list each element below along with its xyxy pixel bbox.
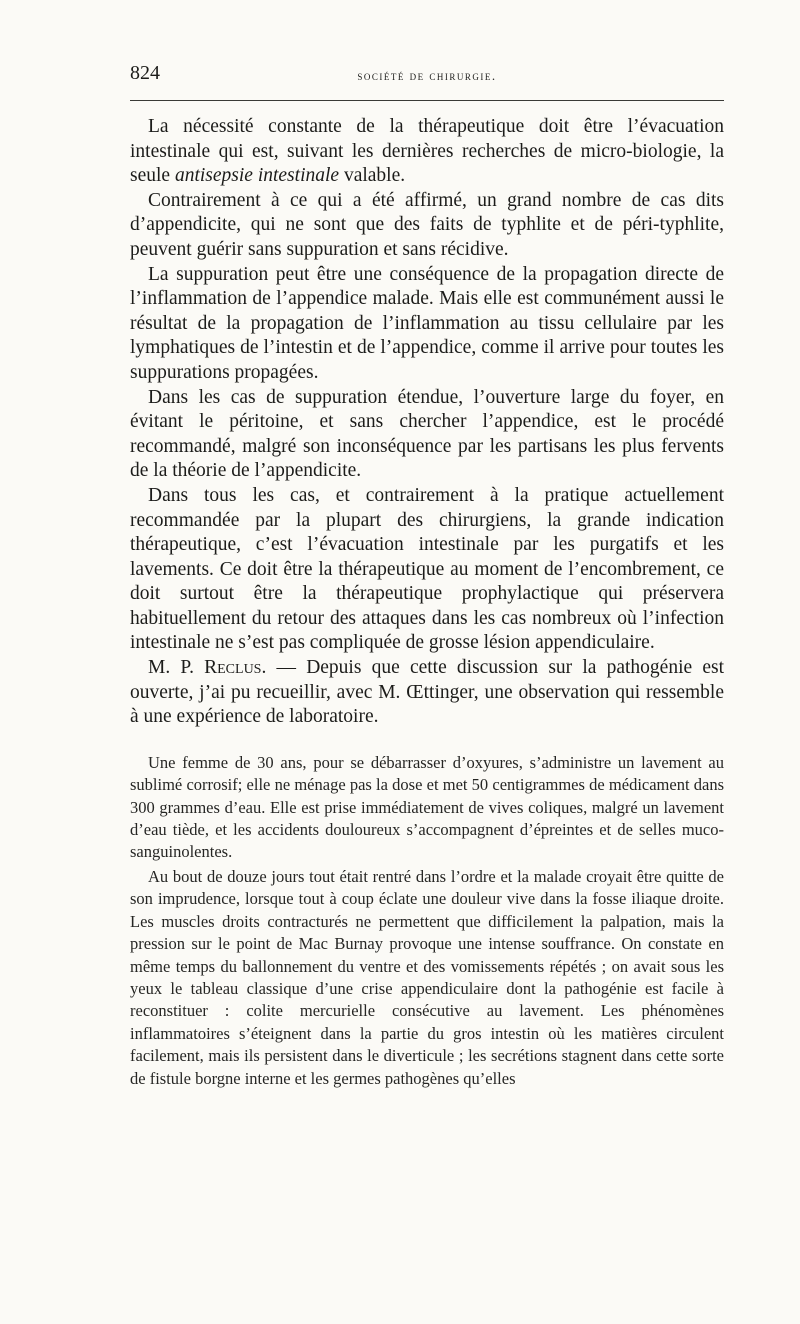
page-number: 824 — [130, 62, 160, 84]
case-report — [130, 752, 724, 1090]
running-title: société de chirurgie. — [357, 68, 497, 83]
speaker-text: — Depuis que cette discussion sur la pathogénie est ouverte, j’ai pu recueillir, avec M. Œttinger, une observation qui ressemble à une expérience de laboratoire. — [130, 657, 724, 728]
case-paragraph-1: Une femme de 30 ans, pour se débarrasser d’oxyures, s’administre un lavement au sublimé corrosif; elle ne ménage pas la dose et met 50 centigrammes de médicament dans 300 grammes d’eau. Elle est prise immédiatement de vives coliques, malgré un lavement d’eau tiède, et les accidents douloureux s’accompagnent d’épreintes et de selles muco-sanguinolentes. — [130, 752, 724, 862]
page-header — [130, 60, 724, 90]
header-rule — [130, 100, 724, 101]
emphasis-antisepsie: antisepsie intestinale — [174, 165, 340, 187]
page — [130, 60, 724, 1090]
paragraph-4: Dans les cas de suppuration étendue, l’ouverture large du foyer, en évitant le péritoine, et sans chercher l’appendice, est le procédé recommandé, malgré son inconséquence par les partisans les plus fervents de la théorie de l’appendicite. — [130, 386, 724, 482]
paragraph-2: Contrairement à ce qui a été affirmé, un grand nombre de cas dits d’appendicite, qui ne sont que des faits de typhlite et de péri-typhlite, peuvent guérir sans suppuration et sans récidive. — [130, 189, 724, 260]
paragraph-3: La suppuration peut être une conséquence de la propagation directe de l’inflammation de l’appendice malade. Mais elle est communément aussi le résultat de la propagation de l’inflammation au tissu cellulaire par les lymphatiques de l’intestin et de l’appendice, comme il arrive pour toutes les suppurations propagées. — [130, 263, 724, 383]
case-paragraph-2: Au bout de douze jours tout était rentré dans l’ordre et la malade croyait être quitte de son imprudence, lorsque tout à coup éclate une douleur vive dans la fosse iliaque droite. Les muscles droits contracturés ne permettent que difficilement la palpation, mais la pression sur le point de Mac Burnay provoque une intense souffrance. On constate en même temps du ballonnement du ventre et des vomissements répétés ; on avait sous les yeux le tableau classique d’une crise appendiculaire dont la pathogénie est facile à reconstituer : colite mercurielle consécutive au lavement. Les phénomènes inflammatoires s’éteignent dans la partie du gros intestin où les matières circulent facilement, mais ils persistent dans le diverticule ; les secrétions stagnent dans cette sorte de fistule borgne interne et les germes pathogènes qu’elles — [130, 866, 724, 1088]
speaker-name: M. P. Reclus. — [148, 657, 267, 679]
paragraph-5: Dans tous les cas, et contrairement à la pratique actuellement recommandée par la plupart des chirurgiens, la grande indication thérapeutique, c’est l’évacuation intestinale par les purgatifs et les lavements. Ce doit être la thérapeutique au moment de l’encombrement, ce doit surtout être la thérapeutique prophylactique qui préservera habituellement du retour des attaques dans les cas nombreux où l’infection intestinale ne s’est pas compliquée de grosse lésion appendiculaire. — [130, 484, 724, 654]
speaker-paragraph — [130, 656, 724, 730]
paragraph-1: La nécessité constante de la thérapeutique doit être l’évacuation intestinale qui est, suivant les dernières recherches de micro-biologie, la seule antisepsie intestinale valable. — [130, 116, 724, 187]
